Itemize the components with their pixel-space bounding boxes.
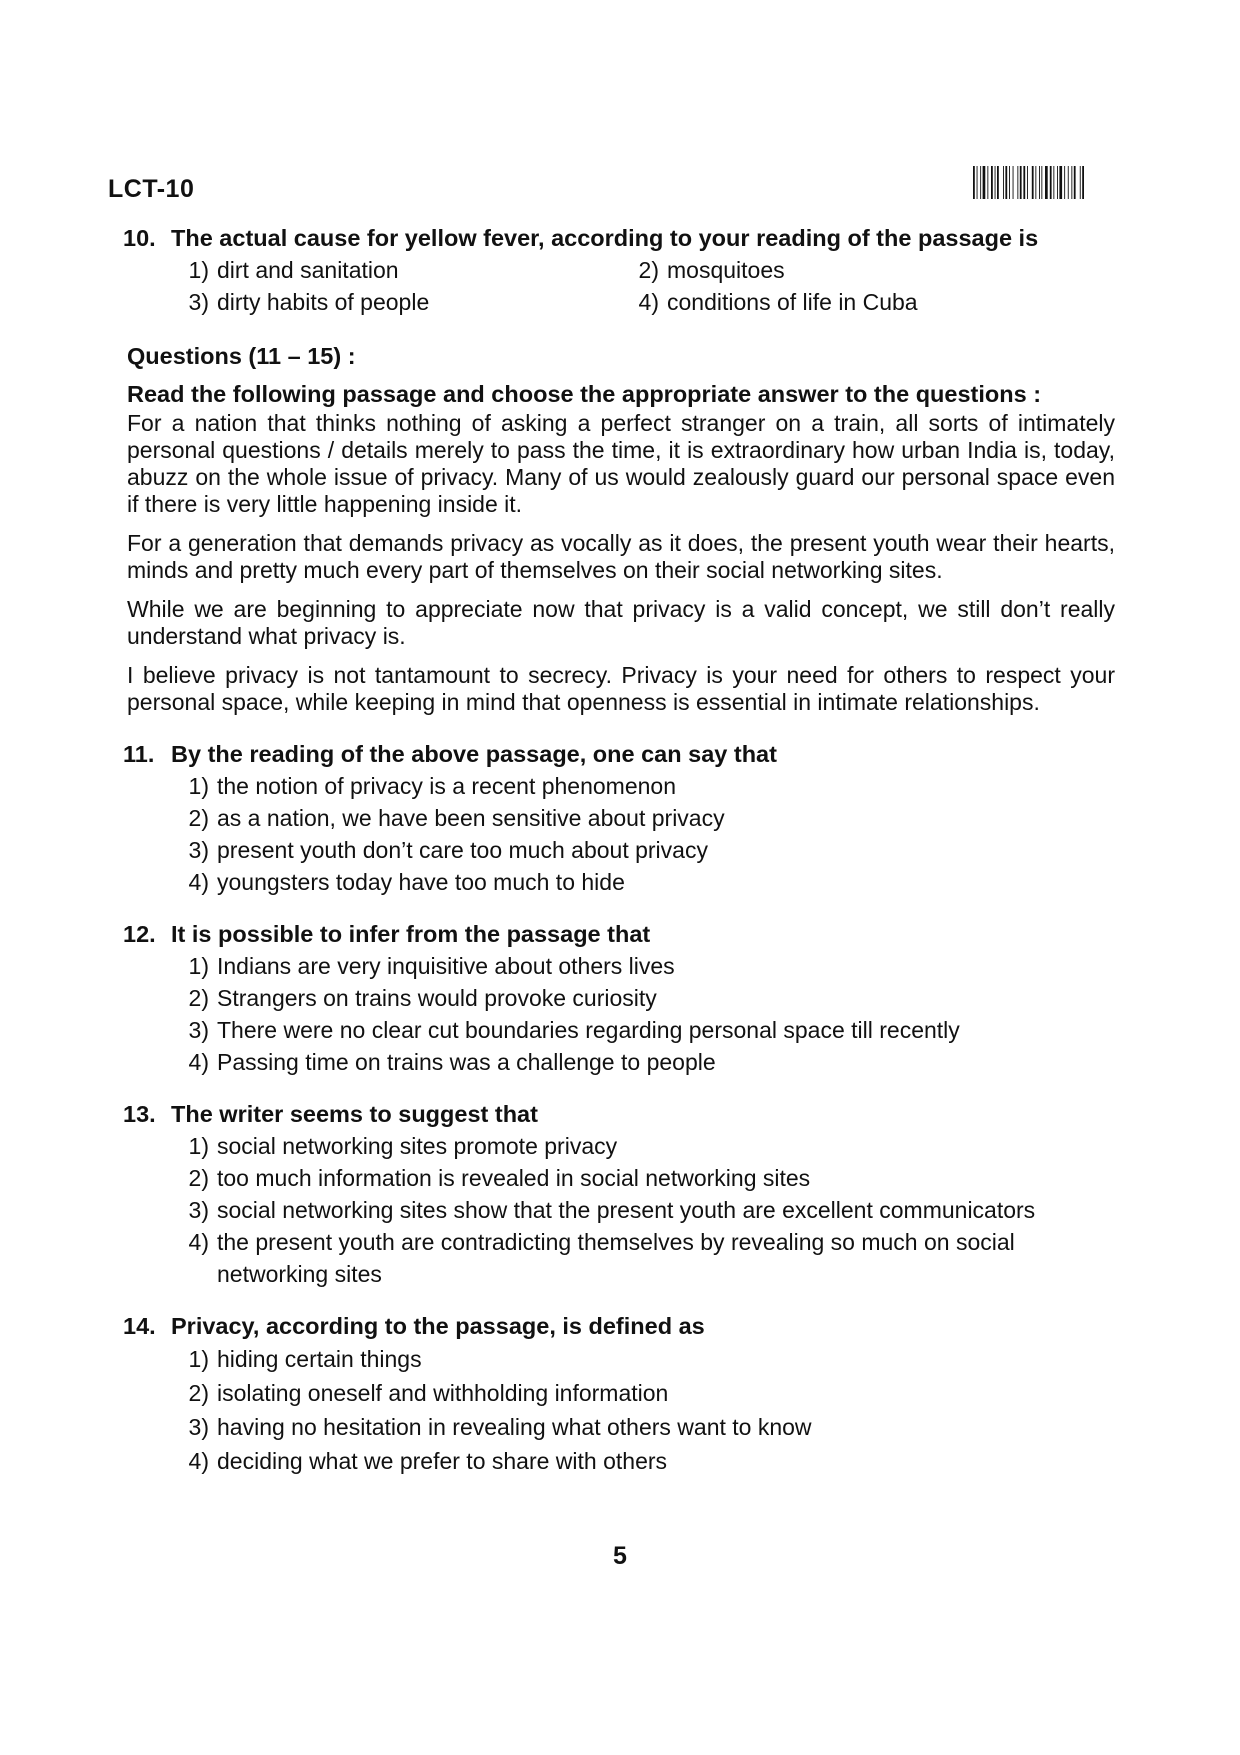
option: 1) dirt and sanitation — [188, 257, 399, 283]
options-list — [171, 770, 1115, 898]
option: 4) the present youth are contradicting themselves by revealing so much on social networking sites — [188, 1229, 1015, 1287]
passage-paragraph: I believe privacy is not tantamount to secrecy. Privacy is your need for others to respect your personal space, while keeping in mind that openness is essential in intimate relationships. — [127, 662, 1115, 715]
options-list — [171, 254, 1115, 318]
option: 2) isolating oneself and withholding information — [188, 1380, 669, 1406]
option: 3) social networking sites show that the present youth are excellent communicators — [188, 1197, 1036, 1223]
passage — [123, 410, 1115, 716]
question-text: It is possible to infer from the passage that — [171, 921, 651, 947]
question-number: 11. — [123, 741, 155, 767]
barcode-icon — [973, 166, 1138, 199]
option: 3) having no hesitation in revealing what others want to know — [188, 1414, 812, 1440]
option: 2) too much information is revealed in social networking sites — [188, 1165, 811, 1191]
question-11 — [123, 738, 1115, 898]
option: 1) the notion of privacy is a recent phenomenon — [188, 773, 677, 799]
booklet-code: LCT-10 — [108, 175, 195, 203]
option: 3) There were no clear cut boundaries regarding personal space till recently — [188, 1017, 960, 1043]
option: 3) dirty habits of people — [188, 289, 430, 315]
passage-paragraph: For a nation that thinks nothing of asking a perfect stranger on a train, all sorts of intimately personal questions / details merely to pass the time, it is extraordinary how urban India is, today, abuzz on the whole issue of privacy. Many of us would zealously guard our personal space even if there is very little happening inside it. — [127, 410, 1115, 517]
question-14 — [123, 1310, 1115, 1478]
option: 1) Indians are very inquisitive about others lives — [188, 953, 675, 979]
question-text: By the reading of the above passage, one can say that — [171, 741, 777, 767]
question-number: 14. — [123, 1313, 156, 1339]
option: 1) social networking sites promote privacy — [188, 1133, 618, 1159]
question-10 — [123, 222, 1115, 318]
option: 3) present youth don’t care too much about privacy — [188, 837, 708, 863]
option: 4) Passing time on trains was a challenge to people — [188, 1049, 716, 1075]
section-instruction: Read the following passage and choose the appropriate answer to the questions : — [127, 381, 1042, 407]
options-list — [171, 1130, 1115, 1290]
options-list — [171, 950, 1115, 1078]
options-list — [171, 1342, 1115, 1478]
question-number: 13. — [123, 1101, 156, 1127]
option: 2) mosquitoes — [638, 257, 785, 283]
question-number: 10. — [123, 225, 156, 251]
question-text: Privacy, according to the passage, is defined as — [171, 1313, 705, 1339]
section-title: Questions (11 – 15) : — [127, 343, 356, 369]
question-13 — [123, 1098, 1115, 1290]
option: 4) conditions of life in Cuba — [638, 289, 918, 315]
question-number: 12. — [123, 921, 156, 947]
option: 1) hiding certain things — [188, 1346, 422, 1372]
option: 2) Strangers on trains would provoke curiosity — [188, 985, 657, 1011]
page-content — [123, 222, 1115, 1478]
passage-paragraph: While we are beginning to appreciate now that privacy is a valid concept, we still don’t really understand what privacy is. — [127, 596, 1115, 649]
question-text: The actual cause for yellow fever, according to your reading of the passage is — [171, 225, 1039, 251]
page-number: 5 — [613, 1542, 627, 1570]
question-text: The writer seems to suggest that — [171, 1101, 538, 1127]
option: 4) youngsters today have too much to hide — [188, 869, 625, 895]
question-12 — [123, 918, 1115, 1078]
option: 4) deciding what we prefer to share with others — [188, 1448, 668, 1474]
passage-paragraph: For a generation that demands privacy as vocally as it does, the present youth wear their hearts, minds and pretty much every part of themselves on their social networking sites. — [127, 530, 1115, 583]
option: 2) as a nation, we have been sensitive about privacy — [188, 805, 725, 831]
